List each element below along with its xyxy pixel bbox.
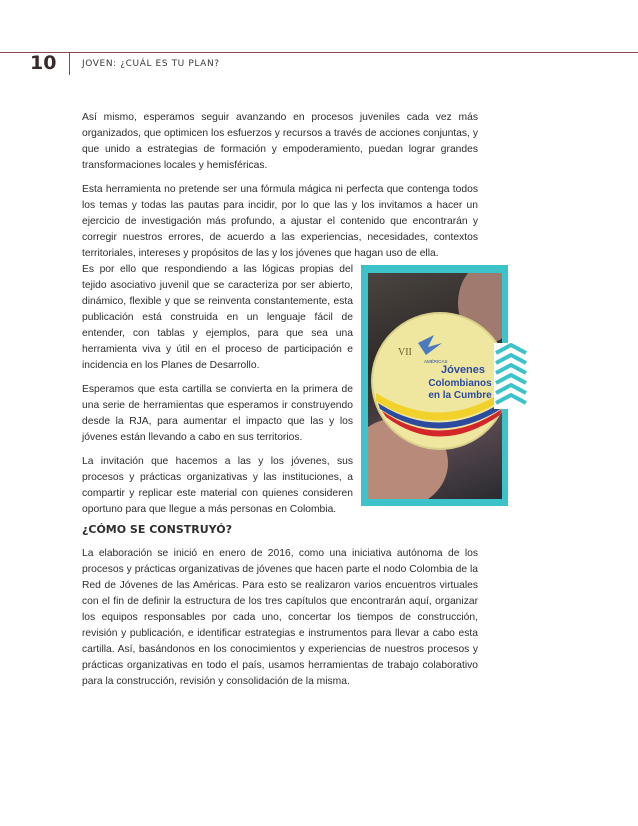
badge-logo-numeral: VII: [398, 347, 412, 358]
section-paragraph: [82, 546, 478, 698]
running-title: JOVEN: ¿CUÁL ES TU PLAN?: [82, 59, 220, 69]
paragraph: Así mismo, esperamos seguir avanzando en procesos juveniles cada vez más organizados, que optimicen los esfuerzos y recursos a través de acciones conjuntas, y que unido a estrategias de formación y empoderamiento, puedan lograr grandes transformaciones locales y hemisféricas.: [82, 112, 478, 171]
badge-text-line-1: Jóvenes: [440, 364, 486, 376]
badge-photo: [368, 273, 502, 499]
paragraph: La invitación que hacemos a las y los jóvenes, sus procesos y prácticas organizativas y las instituciones, a compartir y replicar este material con quienes consideren oportuno para que llegue a más personas en Colombia.: [82, 456, 353, 515]
header-rule: [0, 52, 638, 53]
badge-text-line-2: Colombianos: [428, 378, 492, 389]
paragraph: La elaboración se inició en enero de 2016, como una iniciativa autónoma de los procesos y prácticas organizativas de jóvenes que hacen parte el nodo Colombia de la Red de Jóvenes de las Américas. Para esto se realizaron varios encuentros virtuales con el fin de definir la estructura de los tres capítulos que encontrarán aquí, organizar los equipos responsables por cada uno, concertar los tiempos de construcción, revisión y publicación, e identificar estrategias e instrumentos para llevar a cabo esta cartilla. Así, basándonos en los conocimientos y experiencias de nuestros procesos y prácticas organizativas en todo el país, usamos herramientas de trabajo colaborativo para la construcción, revisión y consolidación de la misma.: [82, 548, 478, 687]
intro-paragraph-2: [82, 182, 478, 270]
chevron-pattern-icon: [494, 343, 528, 409]
paragraph: Esperamos que esta cartilla se convierta en la primera de una serie de herramientas que esperamos ir construyendo desde la RJA, para aumentar el impacto que las y los jóvenes están llevando a cabo en sus territorios.: [82, 384, 353, 443]
header-divider: [69, 53, 70, 75]
paragraph: Esta herramienta no pretende ser una fórmula mágica ni perfecta que contenga todos los temas y todas las pautas para incidir, por lo que las y los invitamos a hacer un ejercicio de investigación más profundo, a ajustar el contenido que encontrarán y corregir nuestros errores, de acuerdo a las experiencias, necesidades, contextos territoriales, intereses y propósitos de las y los jóvenes que hagan uso de ella.: [82, 184, 478, 259]
badge-logo-text: AMÉRICAS: [424, 359, 448, 364]
left-column-text: [82, 262, 353, 526]
badge-photo-illustration: [368, 273, 502, 499]
section-heading: ¿CÓMO SE CONSTRUYÓ?: [82, 523, 232, 536]
page-number: 10: [30, 52, 57, 74]
intro-paragraph-1: [82, 110, 478, 182]
badge-text-line-3: en la Cumbre: [428, 390, 492, 401]
paragraph: Es por ello que respondiendo a las lógicas propias del tejido asociativo juvenil que se caracteriza por ser abierto, dinámico, flexible y que se reinventa constantemente, esta publicación está construida en un lenguaje fácil de entender, con tablas y ejemplos, para que sea una herramienta viva y útil en el proceso de participación e incidencia en los Planes de Desarrollo.: [82, 264, 353, 371]
